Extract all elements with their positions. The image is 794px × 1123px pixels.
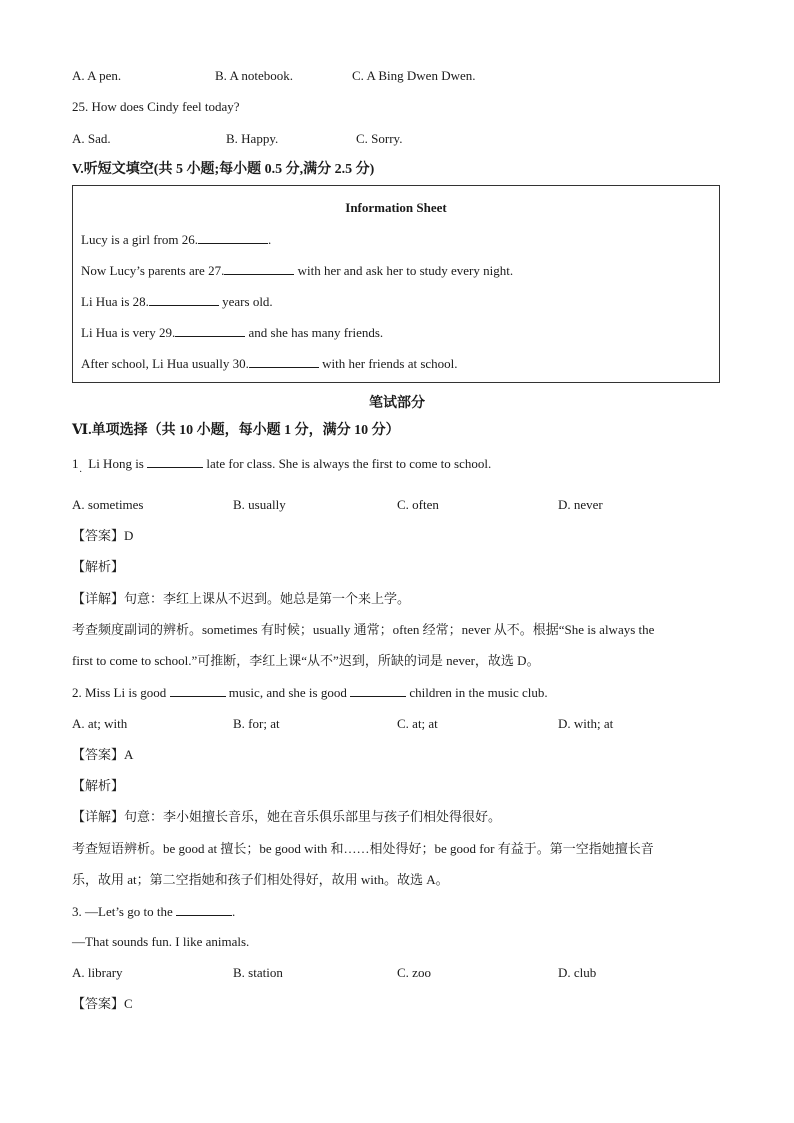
q25-option-a: A. Sad. bbox=[72, 131, 111, 146]
q2-option-a: A. at; with bbox=[72, 716, 128, 731]
blank-28 bbox=[149, 293, 219, 306]
section6-heading: Ⅵ.单项选择（共 10 小题，每小题 1 分，满分 10 分） bbox=[72, 423, 400, 438]
q3-option-b: B. station bbox=[233, 965, 283, 980]
q1-analysis-label: 【解析】 bbox=[72, 559, 125, 574]
q24-option-a: A. A pen. bbox=[72, 68, 122, 83]
information-sheet bbox=[72, 185, 720, 383]
q2-blank-1 bbox=[170, 684, 226, 697]
q2-blank-2 bbox=[350, 684, 406, 697]
written-part-heading: 笔试部分 bbox=[369, 396, 425, 411]
q3-option-c: C. zoo bbox=[397, 965, 431, 980]
information-sheet-title: Information Sheet bbox=[345, 200, 447, 215]
blank-27 bbox=[224, 262, 294, 275]
q1-blank bbox=[147, 455, 203, 468]
q1-detail: 【详解】句意：李红上课从不迟到。她总是第一个来上学。 bbox=[72, 591, 411, 606]
q3-reply: —That sounds fun. I like animals. bbox=[72, 934, 250, 949]
q1-option-c: C. often bbox=[397, 497, 439, 512]
q2-answer: 【答案】A bbox=[72, 747, 134, 762]
q3-answer: 【答案】C bbox=[72, 996, 133, 1011]
q3-stem: 3. —Let’s go to the . bbox=[72, 904, 236, 919]
q2-option-c: C. at; at bbox=[397, 716, 438, 731]
q3-blank bbox=[176, 903, 232, 916]
q1-explain-1: 考查频度副词的辨析。sometimes 有时候；usually 通常；often 经常；never 从不。根据“She is always the bbox=[72, 622, 655, 637]
blank-26 bbox=[198, 231, 268, 244]
q2-option-d: D. with; at bbox=[558, 716, 614, 731]
info-line-27: Now Lucy’s parents are 27. with her and ask her to study every night. bbox=[81, 263, 514, 278]
q2-explain-1: 考查短语辨析。be good at 擅长；be good with 和……相处得好；be good for 有益于。第一空指她擅长音 bbox=[72, 841, 654, 856]
info-line-26: Lucy is a girl from 26. . bbox=[81, 232, 272, 247]
q25-option-c: C. Sorry. bbox=[356, 131, 403, 146]
blank-29 bbox=[175, 324, 245, 337]
q1-stem: 1 Li Hong is late for class. She is always the first to come to school. bbox=[72, 456, 492, 471]
q2-explain-2: 乐，故用 at；第二空指她和孩子们相处得好，故用 with。故选 A。 bbox=[72, 872, 449, 887]
info-line-29: Li Hua is very 29. and she has many friends. bbox=[81, 325, 384, 340]
q1-option-a: A. sometimes bbox=[72, 497, 144, 512]
q25-stem: 25. How does Cindy feel today? bbox=[72, 99, 240, 114]
q1-answer: 【答案】D bbox=[72, 528, 134, 543]
q24-option-c: C. A Bing Dwen Dwen. bbox=[352, 68, 476, 83]
q25-option-b: B. Happy. bbox=[226, 131, 279, 146]
blank-30 bbox=[249, 355, 319, 368]
info-line-28: Li Hua is 28. years old. bbox=[81, 294, 273, 309]
q3-option-a: A. library bbox=[72, 965, 123, 980]
q1-option-b: B. usually bbox=[233, 497, 286, 512]
q2-analysis-label: 【解析】 bbox=[72, 778, 125, 793]
q1-explain-2: first to come to school.”可推断，李红上课“从不”迟到，所缺的词是 never，故选 D。 bbox=[72, 653, 540, 668]
q2-detail: 【详解】句意：李小姐擅长音乐，她在音乐俱乐部里与孩子们相处得很好。 bbox=[72, 809, 502, 824]
section5-heading: V.听短文填空(共 5 小题;每小题 0.5 分,满分 2.5 分) bbox=[72, 162, 375, 177]
q2-option-b: B. for; at bbox=[233, 716, 280, 731]
q1-number-dot: · bbox=[79, 467, 83, 478]
q24-option-b: B. A notebook. bbox=[215, 68, 294, 83]
info-line-30: After school, Li Hua usually 30. with her friends at school. bbox=[81, 356, 458, 371]
q3-option-d: D. club bbox=[558, 965, 597, 980]
q1-option-d: D. never bbox=[558, 497, 603, 512]
q2-stem: 2. Miss Li is good music, and she is good children in the music club. bbox=[72, 685, 548, 700]
